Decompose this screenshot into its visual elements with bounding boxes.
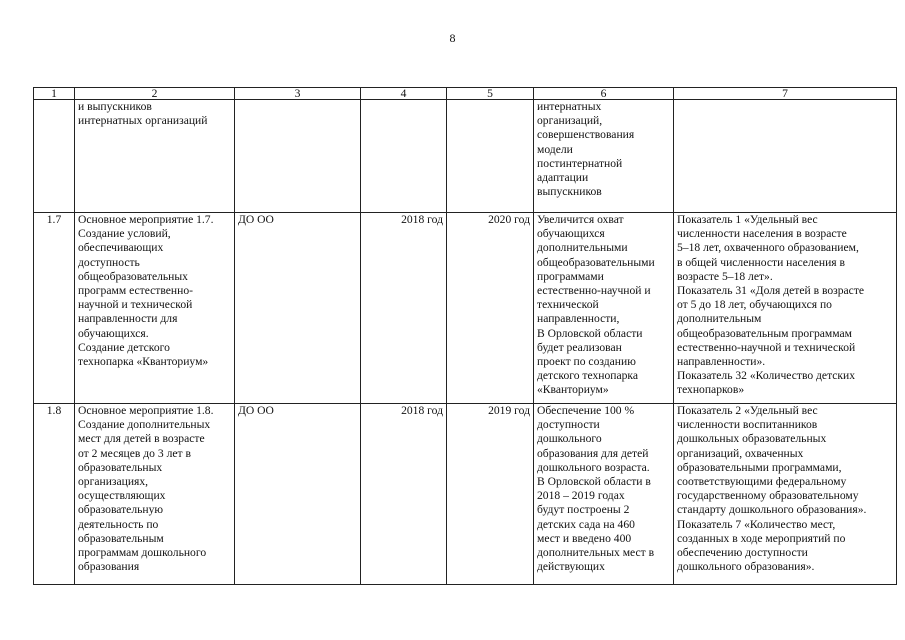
text-line: Показатель 32 «Количество детских [677,369,856,383]
text-line: В Орловской области в [537,475,651,489]
text-line: общеобразовательных [78,269,188,283]
text-line: осуществляющих [78,489,166,503]
text-line: выпускников [537,185,602,199]
text-line: образовательных [78,460,163,474]
text-line: организаций, [537,114,603,128]
text-line: 5–18 лет, охваченного образованием, [677,241,859,255]
text-line: образовательными программами, [677,460,842,474]
indicators-cell [674,404,897,585]
text-line: от 2 месяцев до 3 лет в [78,446,191,460]
text-line: организациях, [78,475,149,489]
indicators-cell [674,213,897,404]
text-line: Показатель 7 «Количество мест, [677,517,836,531]
text-line: В Орловской области [537,326,643,340]
text-line: обучающихся [537,227,605,241]
text-line: адаптации [537,171,589,185]
executor-cell [235,100,361,213]
activity-cell [75,404,235,585]
expected-result-cell [534,404,674,585]
text-line: 2018 – 2019 годах [537,489,625,503]
text-line: образовательным [78,531,164,545]
text-line: технопарка «Кванториум» [78,355,209,369]
indicators-cell [674,100,897,213]
text-line: дошкольного возраста. [537,460,650,474]
column-header: 1 [34,88,75,100]
text-line: в общей численности населения в [677,255,845,269]
text-line: Основное мероприятие 1.7. [78,213,214,226]
executor-cell: ДО ОО [235,404,361,585]
text-line: образования [78,560,140,574]
expected-result-cell [534,213,674,404]
text-line: детского технопарка [537,369,639,383]
text-line: Показатель 1 «Удельный вес [677,213,818,226]
text-line: доступность [78,255,140,269]
text-line: действующих [537,560,605,574]
text-line: образования для детей [537,446,649,460]
text-line: организаций, охваченных [677,446,804,460]
text-line: проект по созданию [537,355,636,369]
item-number-cell [34,100,75,213]
text-line: и выпускников [78,100,152,113]
text-line: технопарков» [677,383,745,397]
text-line: совершенствования [537,128,635,142]
text-line: Обеспечение 100 % [537,404,635,417]
text-line: образовательную [78,503,164,517]
text-line: направленности». [677,355,766,369]
column-header: 3 [235,88,361,100]
table-header-row [34,88,897,100]
column-header: 7 [674,88,897,100]
text-line: созданных в ходе мероприятий по [677,531,846,545]
expected-result-cell [534,100,674,213]
text-line: детских сада на 460 [537,517,635,531]
text-line: стандарту дошкольного образования». [677,503,867,517]
text-line: постинтернатной [537,156,623,170]
text-line: программам дошкольного [78,546,207,560]
text-line: численности населения в возрасте [677,227,847,241]
text-line: будет реализован [537,340,622,354]
item-number-cell: 1.8 [34,404,75,585]
text-line: Показатель 2 «Удельный вес [677,404,818,417]
column-header: 6 [534,88,674,100]
text-line: мест и введено 400 [537,531,632,545]
item-number-cell: 1.7 [34,213,75,404]
text-line: естественно-научной и технической [677,340,856,354]
table-row [34,404,897,585]
text-line: программ естественно- [78,284,193,298]
text-line: интернатных организаций [78,114,208,128]
text-line: Создание условий, [78,227,171,241]
text-line: естественно-научной и [537,284,651,298]
table-row [34,100,897,213]
end-date-cell: 2020 год [447,213,534,404]
text-line: Основное мероприятие 1.8. [78,404,214,417]
text-line: деятельность по [78,517,159,531]
page-number: 8 [449,31,456,45]
column-header: 2 [75,88,235,100]
text-line: модели [537,142,573,156]
column-header: 4 [361,88,447,100]
executor-cell: ДО ОО [235,213,361,404]
text-line: численности воспитанников [677,418,818,432]
text-line: научной и технической [78,298,193,312]
text-line: дополнительным [677,312,762,326]
text-line: дошкольного образования». [677,560,815,574]
text-line: дополнительными [537,241,628,255]
text-line: будут построены 2 [537,503,630,517]
text-line: интернатных [537,100,602,113]
text-line: обеспечению доступности [677,546,808,560]
end-date-cell: 2019 год [447,404,534,585]
text-line: направленности, [537,312,620,326]
activity-cell [75,100,235,213]
start-date-cell: 2018 год [361,404,447,585]
text-line: Создание дополнительных [78,418,211,432]
start-date-cell: 2018 год [361,213,447,404]
text-line: направленности для [78,312,178,326]
text-line: мест для детей в возрасте [78,432,205,446]
text-line: дополнительных мест в [537,546,655,560]
text-line: государственному образовательному [677,489,859,503]
text-line: Создание детского [78,340,170,354]
table-row [34,213,897,404]
text-line: обеспечивающих [78,241,164,255]
text-line: обучающихся. [78,326,149,340]
end-date-cell [447,100,534,213]
text-line: доступности [537,418,600,432]
program-activities-table [33,87,897,585]
text-line: программами [537,269,604,283]
text-line: соответствующими федеральному [677,475,847,489]
text-line: от 5 до 18 лет, обучающихся по [677,298,832,312]
text-line: Увеличится охват [537,213,624,226]
column-header: 5 [447,88,534,100]
text-line: «Кванториум» [537,383,609,397]
text-line: дошкольного [537,432,602,446]
text-line: общеобразовательным программам [677,326,852,340]
text-line: дошкольных образовательных [677,432,827,446]
text-line: возрасте 5–18 лет». [677,269,773,283]
activity-cell [75,213,235,404]
start-date-cell [361,100,447,213]
text-line: технической [537,298,599,312]
text-line: общеобразовательными [537,255,655,269]
text-line: Показатель 31 «Доля детей в возрасте [677,284,865,298]
